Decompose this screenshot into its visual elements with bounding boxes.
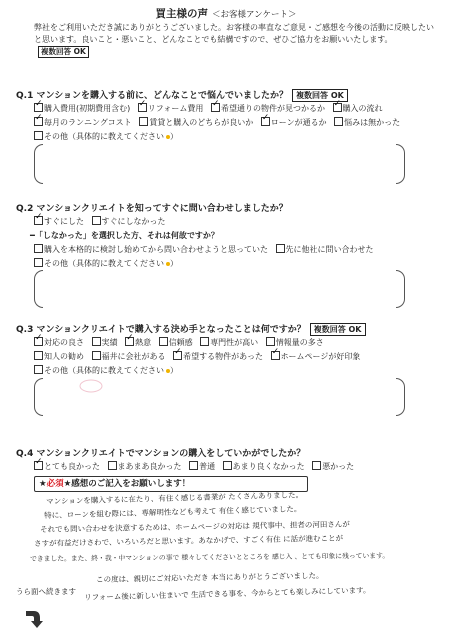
q1-option-other[interactable] (34, 131, 178, 142)
checkbox-unchecked[interactable] (92, 216, 101, 225)
checkbox-unchecked[interactable] (276, 244, 285, 253)
q1-option-2[interactable] (138, 103, 204, 114)
q3-option-2[interactable] (92, 337, 118, 348)
q4-option-1-label: とても良かった (44, 462, 100, 471)
q3-option-1[interactable] (34, 337, 84, 348)
checkbox-unchecked[interactable] (266, 337, 275, 346)
turn-page-arrow-icon (22, 608, 44, 630)
q1-option-4-label: 購入の流れ (342, 104, 383, 113)
checkbox-checked[interactable] (211, 103, 220, 112)
q2-follow-question: ━「しなかった」を選択した方、それは何故ですか？ (30, 231, 219, 240)
answer-line-2: 特に、ローンを組む際には、専解明性なども考えて 有住く感じていました。 (44, 504, 302, 520)
banner-text: ★感想のご記入をお願いします！ (63, 479, 191, 489)
checkbox-unchecked[interactable] (159, 337, 168, 346)
q3-option-10-label: ホームページが好印象 (280, 352, 361, 361)
q4-option-2-label: まあまあ良かった (117, 462, 182, 471)
q1-option-3-label: 希望通りの物件が見つかるか (220, 104, 325, 113)
q1-option-1[interactable] (34, 103, 130, 114)
q2-follow-row-2 (34, 258, 183, 269)
checkbox-checked[interactable] (34, 117, 43, 126)
q1-options-row-2 (34, 117, 405, 128)
q1-answer-bracket-left (34, 144, 43, 184)
checkbox-unchecked[interactable] (200, 337, 209, 346)
continue-note: うら面へ続きます (16, 587, 76, 596)
answer-line-4: さすが有益だけさわで、いろいろだと思います。あなかげで、すごく有住 に話が進むことが (34, 533, 344, 548)
q1-option-2-label: リフォーム費用 (147, 104, 204, 113)
q4-option-5[interactable] (312, 461, 354, 472)
q3-option-other-label: その他（具体的に教えてください (44, 366, 164, 375)
q3-answer-bracket-right (396, 378, 405, 416)
checkbox-checked[interactable] (125, 337, 134, 346)
answer-line-6: この度は、親切にご対応いただき 本当にありがとうございました。 (96, 571, 324, 584)
title-text: 買主様の声 (155, 8, 208, 20)
q2-answer-bracket-left (34, 270, 43, 308)
q1-option-5-label: 毎月のランニングコスト (44, 118, 132, 127)
required-label: 必須 (46, 479, 64, 489)
q4-option-3[interactable] (189, 461, 215, 472)
q4-option-3-label: 普通 (199, 462, 216, 471)
checkbox-checked[interactable] (271, 351, 280, 360)
q4-question-text: Q.4 マンションクリエイトでマンションの購入をしていかがでしたか？ (16, 449, 306, 459)
multi-answer-tag: 複数回答 OK (38, 46, 89, 58)
q1-answer-bracket-right (396, 144, 405, 184)
page-title (0, 6, 452, 21)
q3-option-9[interactable] (173, 351, 263, 362)
q2-follow-option-2-label: 先に他社に問い合わせた (285, 245, 374, 254)
intro-line-2-text: と思います。良いこと・悪いこと、どんなことでも結構ですので、ぜひご協力をお願いいたします。 (34, 35, 393, 44)
q3-other-close: ） (170, 366, 178, 375)
q4-option-4[interactable] (223, 461, 305, 472)
q1-other-answer-area[interactable] (46, 146, 392, 180)
checkbox-unchecked[interactable] (34, 351, 43, 360)
q2-options-row (34, 216, 171, 227)
q2-follow-option-other[interactable] (34, 258, 178, 269)
q3-option-5[interactable] (200, 337, 258, 348)
q2-option-1[interactable] (34, 216, 84, 227)
checkbox-checked[interactable] (261, 117, 270, 126)
checkbox-unchecked[interactable] (189, 461, 198, 470)
q3-option-3-label: 熱意 (135, 338, 152, 347)
q2-option-1-label: すぐにした (44, 217, 84, 226)
q2-other-close: ） (170, 259, 178, 268)
banner-star: ★ (39, 479, 47, 489)
q1-option-other-label: その他（具体的に教えてください (44, 132, 164, 141)
checkbox-unchecked[interactable] (312, 461, 321, 470)
faint-stamp-mark (78, 378, 104, 394)
checkbox-unchecked[interactable] (223, 461, 232, 470)
q3-option-4-label: 信頼感 (168, 338, 193, 347)
checkbox-unchecked[interactable] (108, 461, 117, 470)
q4-option-1[interactable] (34, 461, 100, 472)
intro-line-2 (34, 34, 434, 58)
checkbox-checked[interactable] (34, 461, 43, 470)
q3-options-row-3 (34, 365, 183, 376)
q2-question-text: Q.2 マンションクリエイトを知ってすぐに問い合わせしましたか？ (16, 204, 288, 214)
checkbox-checked[interactable] (333, 103, 342, 112)
checkbox-checked[interactable] (34, 103, 43, 112)
answer-line-3: それでも問い合わせを決意するためは、ホームページの対応は 規代事中、担者の河田さんが (40, 519, 350, 534)
q1-option-6[interactable] (139, 117, 253, 128)
intro-line-1: 弊社をご利用いただき誠にありがとうございました。お客様の率直なご意見・ご感想を今後の活動に反映したい (34, 23, 434, 32)
q3-option-2-label: 実績 (101, 338, 118, 347)
q1-option-6-label: 賃貸と購入のどちらが良いか (149, 118, 254, 127)
q1-option-4[interactable] (333, 103, 383, 114)
checkbox-unchecked[interactable] (139, 117, 148, 126)
q1-options-row-3 (34, 131, 183, 142)
q3-option-10[interactable] (271, 351, 361, 362)
checkbox-unchecked[interactable] (34, 258, 43, 267)
subtitle-text: ＜お客様アンケート＞ (212, 10, 297, 20)
q4-option-2[interactable] (108, 461, 182, 472)
q1-option-1-label: 購入費用(初期費用含む) (44, 104, 131, 113)
checkbox-unchecked[interactable] (34, 244, 43, 253)
checkbox-unchecked[interactable] (92, 351, 101, 360)
answer-line-5: できました。また、終・我・中マンションの事で 様々してくださいとところを 感じ入 、とても印象に残っています。 (30, 551, 390, 563)
q4-options-row (34, 461, 359, 472)
checkbox-checked[interactable] (138, 103, 147, 112)
q2-follow-option-1-label: 購入を本格的に検討し始めてから問い合わせようと思っていた (44, 245, 268, 254)
q3-multi-tag: 複数回答 OK (310, 323, 366, 336)
q2-option-2-label: すぐにしなかった (101, 217, 166, 226)
checkbox-checked[interactable] (34, 216, 43, 225)
q3-options-row-2 (34, 351, 365, 362)
q2-follow-row-1 (34, 244, 379, 255)
q3-option-6-label: 情報量の多さ (275, 338, 324, 347)
q2-other-answer-area[interactable] (46, 272, 392, 304)
q4-question (16, 446, 305, 459)
q3-option-other[interactable] (34, 365, 178, 376)
checkbox-unchecked[interactable] (34, 365, 43, 374)
q2-follow-option-other-label: その他（具体的に教えてください (44, 259, 164, 268)
checkbox-checked[interactable] (34, 337, 43, 346)
q1-option-8-label: 悩みは無かった (344, 118, 401, 127)
q2-answer-bracket-right (396, 270, 405, 308)
q1-option-7-label: ローンが通るか (270, 118, 327, 127)
intro-paragraph (34, 22, 434, 58)
q2-question (16, 201, 288, 214)
q3-option-3[interactable] (125, 337, 151, 348)
q3-question (16, 322, 366, 336)
q3-option-9-label: 希望する物件があった (183, 352, 264, 361)
q3-answer-bracket-left (34, 378, 43, 416)
q2-follow-option-1[interactable] (34, 244, 268, 255)
checkbox-unchecked[interactable] (34, 131, 43, 140)
q3-option-7-label: 知人の勧め (44, 352, 84, 361)
q1-option-8[interactable] (334, 117, 400, 128)
q3-option-5-label: 専門性が高い (210, 338, 259, 347)
checkbox-checked[interactable] (173, 351, 182, 360)
q3-option-8[interactable] (92, 351, 166, 362)
q4-option-5-label: 悪かった (322, 462, 355, 471)
answer-line-1: マンションを購入するに在たり、有住く感じる書業が たくさんありました。 (46, 490, 304, 506)
q1-question (16, 88, 348, 102)
checkbox-unchecked[interactable] (92, 337, 101, 346)
q2-option-2[interactable] (92, 216, 166, 227)
q2-follow-option-2[interactable] (276, 244, 374, 255)
answer-line-7: リフォーム後に新しい住まいで 生活できる事を、今からとても楽しみにしています。 (84, 585, 371, 602)
q1-options-row-1 (34, 103, 388, 114)
q1-option-7[interactable] (261, 117, 327, 128)
q3-question-text: Q.3 マンションクリエイトで購入する決め手となったことは何ですか？ (16, 325, 306, 335)
q1-option-5[interactable] (34, 117, 132, 128)
q3-option-1-label: 対応の良さ (44, 338, 84, 347)
q4-option-4-label: あまり良くなかった (232, 462, 305, 471)
checkbox-unchecked[interactable] (334, 117, 343, 126)
q3-option-7[interactable] (34, 351, 84, 362)
q1-multi-tag: 複数回答 OK (292, 89, 348, 102)
q3-option-8-label: 福井に会社がある (101, 352, 166, 361)
q1-other-close: ） (170, 132, 178, 141)
q1-question-text: Q.1 マンションを購入する前に、どんなことで悩んでいましたか？ (16, 91, 289, 101)
